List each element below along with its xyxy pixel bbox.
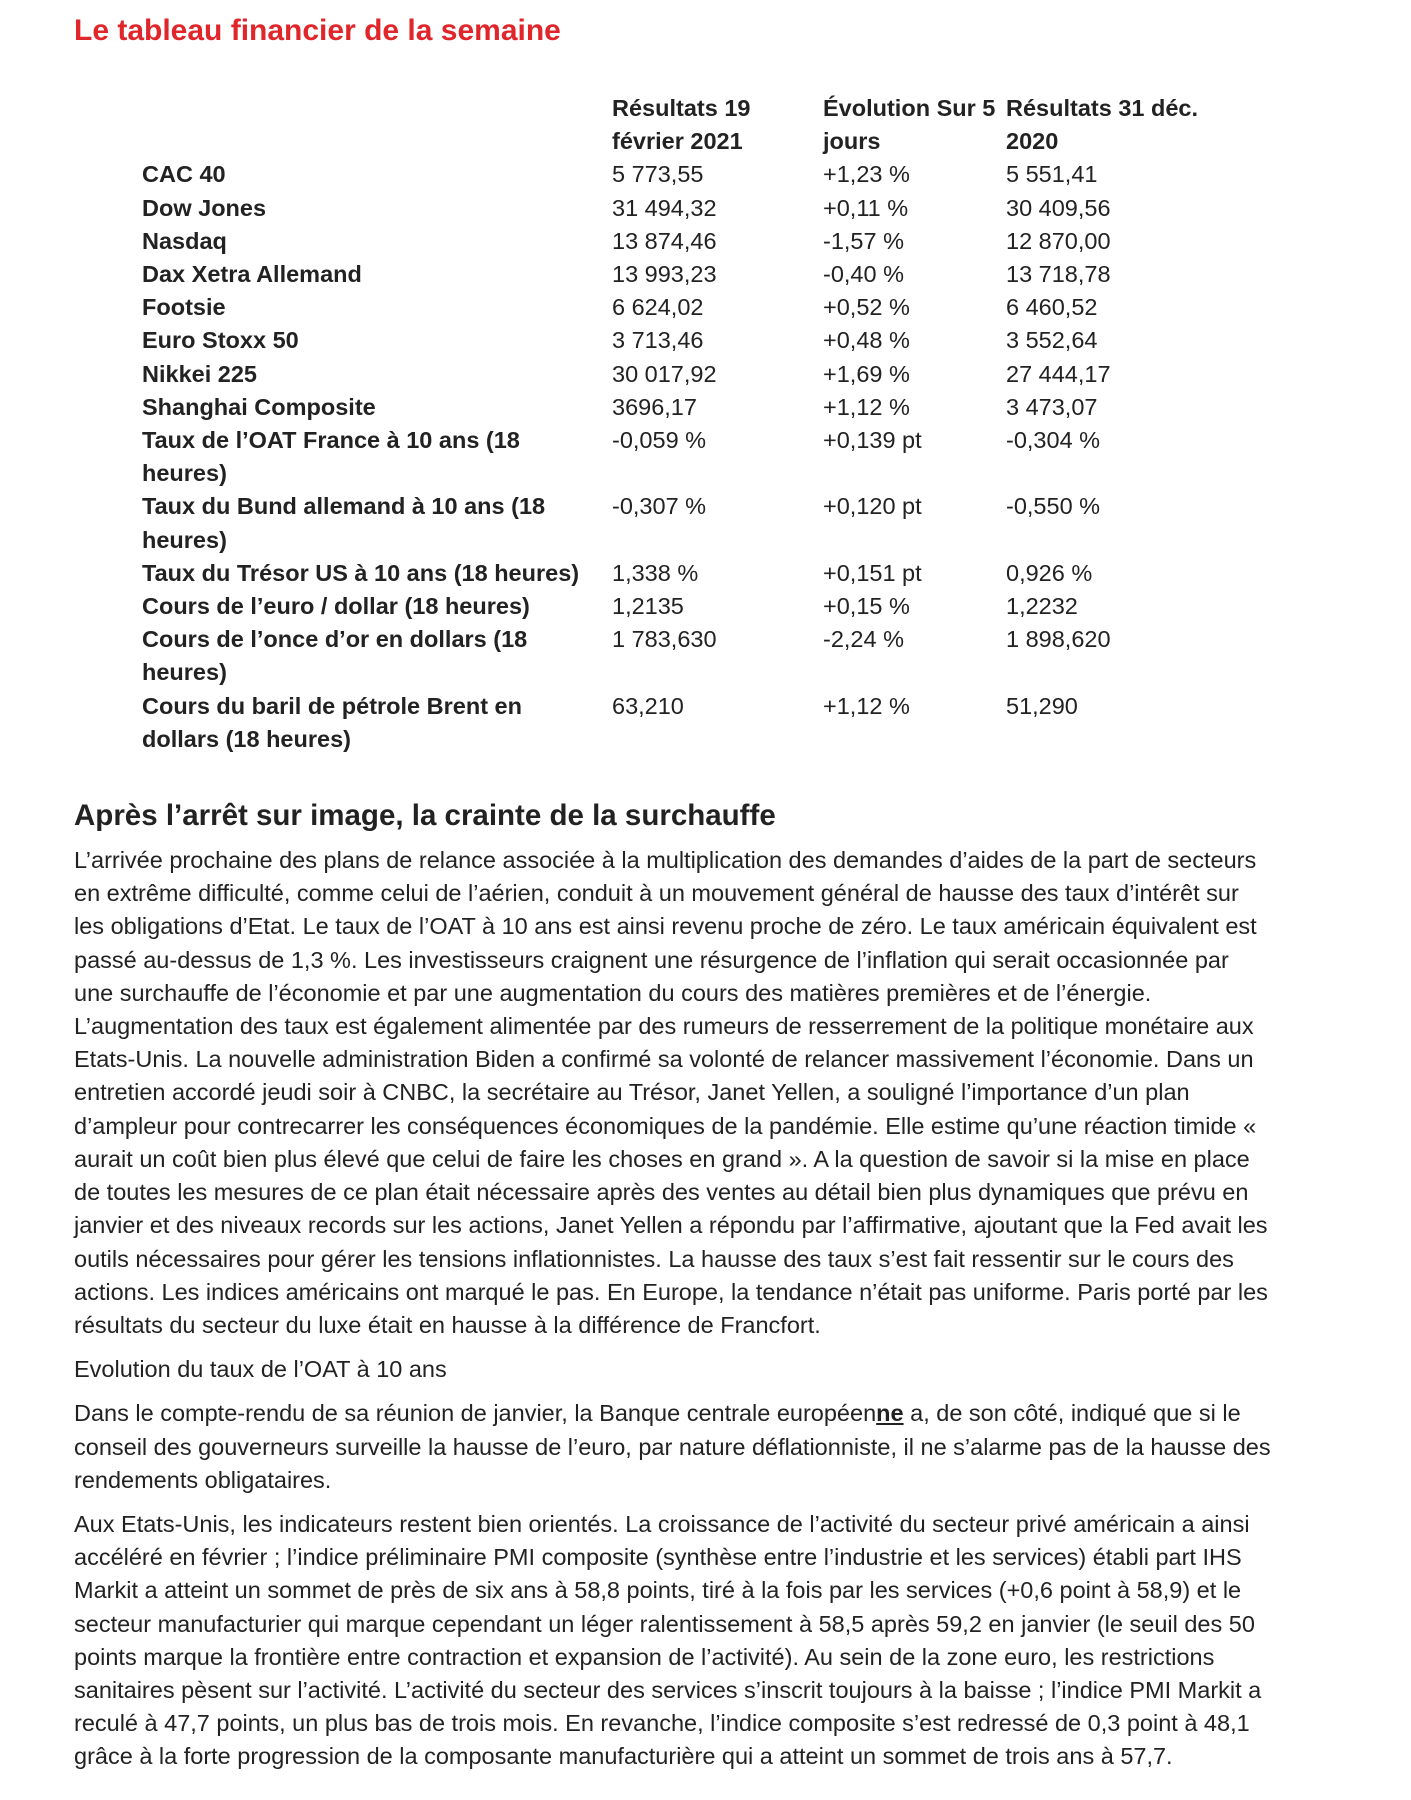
cell-results-dec: 3 552,64 bbox=[1006, 327, 1098, 354]
cell-results-feb: 30 017,92 bbox=[612, 360, 717, 387]
row-label: Dax Xetra Allemand bbox=[142, 261, 362, 288]
row-label: Taux du Trésor US à 10 ans (18 heures) bbox=[142, 559, 580, 586]
cell-results-feb: 63,210 bbox=[612, 692, 684, 719]
paragraph-bce-text-c: a, de son côté, indiqué que si le conseil des gouverneurs surveille la hausse de l’euro, par nature déflationniste, il ne s’alarme pas de la hausse des rendements obligataires. bbox=[74, 1400, 1271, 1493]
table-row bbox=[142, 424, 1206, 490]
header-evolution: Évolution Sur 5 jours bbox=[823, 95, 996, 155]
cell-results-feb: 1,2135 bbox=[612, 593, 684, 620]
section-title: Après l’arrêt sur image, la crainte de la surchauffe bbox=[74, 799, 776, 833]
table-row bbox=[142, 391, 1206, 424]
row-label: Footsie bbox=[142, 294, 226, 321]
cell-results-feb: 3 713,46 bbox=[612, 327, 704, 354]
row-label: CAC 40 bbox=[142, 161, 226, 188]
cell-results-dec: 13 718,78 bbox=[1006, 261, 1111, 288]
cell-results-feb: 13 993,23 bbox=[612, 261, 717, 288]
figure-caption: Evolution du taux de l’OAT à 10 ans bbox=[74, 1356, 447, 1383]
cell-results-dec: 0,926 % bbox=[1006, 559, 1093, 586]
row-label: Taux du Bund allemand à 10 ans (18 heures) bbox=[142, 493, 546, 553]
table-body bbox=[142, 158, 1206, 756]
cell-results-feb: -0,059 % bbox=[612, 427, 707, 454]
cell-evolution: +1,69 % bbox=[823, 360, 910, 387]
cell-results-dec: 12 870,00 bbox=[1006, 227, 1111, 254]
row-label: Euro Stoxx 50 bbox=[142, 327, 299, 354]
paragraph-bce bbox=[74, 1397, 1274, 1497]
cell-evolution: +0,151 pt bbox=[823, 559, 922, 586]
financial-table bbox=[142, 92, 1206, 756]
cell-evolution: +1,12 % bbox=[823, 692, 910, 719]
header-label-empty bbox=[142, 92, 612, 158]
cell-results-feb: 31 494,32 bbox=[612, 194, 717, 221]
row-label: Cours du baril de pétrole Brent en dollars (18 heures) bbox=[142, 692, 522, 752]
row-label: Nikkei 225 bbox=[142, 360, 257, 387]
table-row bbox=[142, 324, 1206, 357]
cell-evolution: +1,12 % bbox=[823, 393, 910, 420]
table-row bbox=[142, 590, 1206, 623]
cell-results-dec: -0,304 % bbox=[1006, 427, 1101, 454]
cell-results-feb: 13 874,46 bbox=[612, 227, 717, 254]
cell-evolution: -1,57 % bbox=[823, 227, 904, 254]
table-row bbox=[142, 192, 1206, 225]
cell-evolution: +0,120 pt bbox=[823, 493, 922, 520]
cell-results-dec: 30 409,56 bbox=[1006, 194, 1111, 221]
cell-results-feb: 1,338 % bbox=[612, 559, 699, 586]
row-label: Cours de l’euro / dollar (18 heures) bbox=[142, 593, 530, 620]
cell-results-dec: 6 460,52 bbox=[1006, 294, 1098, 321]
table-header-row bbox=[142, 92, 1206, 158]
cell-results-feb: -0,307 % bbox=[612, 493, 707, 520]
table-row bbox=[142, 623, 1206, 689]
cell-results-feb: 1 783,630 bbox=[612, 626, 717, 653]
paragraph-intro: L’arrivée prochaine des plans de relance associée à la multiplication des demandes d’aides de la part de secteurs en extrême difficulté, comme celui de l’aérien, conduit à un mouvement général de hausse des taux d’intérêt sur les obligations d’Etat. Le taux de l’OAT à 10 ans est ainsi revenu proche de zéro. Le taux américain équivalent est passé au-dessus de 1,3 %. Les investisseurs craignent une résurgence de l’inflation qui serait occasionnée par une surchauffe de l’économie et par une augmentation du cours des matières premières et de l’énergie. L’augmentation des taux est également alimentée par des rumeurs de resserrement de la politique monétaire aux Etats-Unis. La nouvelle administration Biden a confirmé sa volonté de relancer massivement l’économie. Dans un entretien accordé jeudi soir à CNBC, la secrétaire au Trésor, Janet Yellen, a souligné l’importance d’un plan d’ampleur pour contrecarrer les conséquences économiques de la pandémie. Elle estime qu’une réaction timide « aurait un coût bien plus élevé que celui de faire les choses en grand ». A la question de savoir si la mise en place de toutes les mesures de ce plan était nécessaire après des ventes au détail bien plus dynamiques que prévu en janvier et des niveaux records sur les actions, Janet Yellen a répondu par l’affirmative, ajoutant que la Fed avait les outils nécessaires pour gérer les tensions inflationnistes. La hausse des taux s’est fait ressentir sur le cours des actions. Les indices américains ont marqué le pas. En Europe, la tendance n’était pas uniforme. Paris porté par les résultats du secteur du luxe était en hausse à la différence de Francfort. bbox=[74, 847, 1268, 1338]
table-row bbox=[142, 358, 1206, 391]
page-title: Le tableau financier de la semaine bbox=[74, 14, 561, 47]
table-row bbox=[142, 690, 1206, 756]
row-label: Nasdaq bbox=[142, 227, 227, 254]
cell-evolution: -2,24 % bbox=[823, 626, 904, 653]
cell-results-dec: 1,2232 bbox=[1006, 593, 1078, 620]
cell-results-dec: 1 898,620 bbox=[1006, 626, 1111, 653]
row-label: Shanghai Composite bbox=[142, 393, 376, 420]
cell-evolution: +0,11 % bbox=[823, 194, 909, 221]
cell-evolution: +0,48 % bbox=[823, 327, 910, 354]
paragraph-bce-text-a: Dans le compte-rendu de sa réunion de janvier, la Banque centrale européen bbox=[74, 1400, 877, 1427]
paragraph-us-indicators: Aux Etats-Unis, les indicateurs restent bien orientés. La croissance de l’activité du secteur privé américain a ainsi accéléré en février ; l’indice préliminaire PMI composite (synthèse entre l’industrie et les services) établi part IHS Markit a atteint un sommet de près de six ans à 58,8 points, tiré à la fois par les services (+0,6 point à 58,9) et le secteur manufacturier qui marque cependant un léger ralentissement à 58,5 après 59,2 en janvier (le seuil des 50 points marque la frontière entre contraction et expansion de l’activité). Au sein de la zone euro, les restrictions sanitaires pèsent sur l’activité. L’activité du secteur des services s’inscrit toujours à la baisse ; l’indice PMI Markit a reculé à 47,7 points, un plus bas de trois mois. En revanche, l’indice composite s’est redressé de 0,3 point à 48,1 grâce à la forte progression de la composante manufacturière qui a atteint un sommet de trois ans à 57,7. bbox=[74, 1510, 1262, 1770]
cell-results-dec: 5 551,41 bbox=[1006, 161, 1098, 188]
table-row bbox=[142, 490, 1206, 556]
cell-results-feb: 6 624,02 bbox=[612, 294, 704, 321]
cell-results-dec: 3 473,07 bbox=[1006, 393, 1098, 420]
cell-evolution: +0,52 % bbox=[823, 294, 910, 321]
cell-results-dec: -0,550 % bbox=[1006, 493, 1101, 520]
table-row bbox=[142, 291, 1206, 324]
cell-evolution: +0,139 pt bbox=[823, 427, 922, 454]
cell-evolution: -0,40 % bbox=[823, 261, 904, 288]
row-label: Taux de l’OAT France à 10 ans (18 heures) bbox=[142, 427, 520, 487]
paragraph-bce-underlined: ne bbox=[876, 1400, 904, 1427]
header-results-feb: Résultats 19 février 2021 bbox=[612, 95, 751, 155]
table-row bbox=[142, 225, 1206, 258]
row-label: Dow Jones bbox=[142, 194, 267, 221]
header-results-dec: Résultats 31 déc. 2020 bbox=[1006, 95, 1199, 155]
cell-results-dec: 51,290 bbox=[1006, 692, 1078, 719]
cell-evolution: +0,15 % bbox=[823, 593, 910, 620]
table-row bbox=[142, 258, 1206, 291]
table-row bbox=[142, 158, 1206, 191]
table-row bbox=[142, 557, 1206, 590]
cell-results-feb: 3696,17 bbox=[612, 393, 697, 420]
cell-evolution: +1,23 % bbox=[823, 161, 910, 188]
cell-results-feb: 5 773,55 bbox=[612, 161, 704, 188]
row-label: Cours de l’once d’or en dollars (18 heures) bbox=[142, 626, 528, 686]
cell-results-dec: 27 444,17 bbox=[1006, 360, 1111, 387]
